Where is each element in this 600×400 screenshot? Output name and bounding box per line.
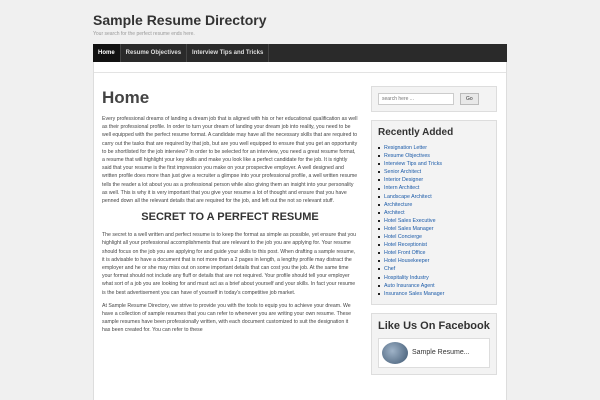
recently-added-title: Recently Added	[378, 127, 454, 138]
bullet-icon	[378, 260, 380, 262]
recent-link[interactable]: Architecture	[384, 201, 413, 208]
list-item	[378, 193, 490, 201]
recent-link[interactable]: Interior Designer	[384, 177, 424, 184]
main-content	[102, 88, 358, 400]
page-title: Home	[102, 88, 150, 107]
recent-link[interactable]: Intern Architect	[384, 185, 420, 192]
bullet-icon	[378, 285, 380, 287]
site-tagline: Your search for the perfect resume ends here.	[93, 31, 195, 37]
bullet-icon	[378, 236, 380, 238]
bullet-icon	[378, 147, 380, 149]
search-input[interactable]	[378, 93, 454, 105]
bullet-icon	[378, 277, 380, 279]
body-paragraph: The secret to a well written and perfect resume is to keep the format as simple as possible, yet ensure that you highlight all your professional accomplishments that are relevant to the job you are applying for. Your resume should focus on the job you are applying for and guide your skills to this post. When drafting a sample resume, it is advisable to have a document that is not more than a 2 pages in length, a lengthy profile may distract the employer and he or she may miss out on some important details that can cost you the job. At the same time your format should not include any fluff or details that are not required. Your profile should tell your employer what sort of a job you are looking for and must act as a brief about yourself and your skills. In fact your resume is the best advertisement you can have of yourself in today's competitive job market.	[102, 232, 357, 296]
facebook-page-box[interactable]	[378, 338, 490, 368]
nav-item-interview-tips[interactable]: Interview Tips and Tricks	[187, 44, 269, 62]
list-item	[378, 265, 490, 273]
recent-link[interactable]: Hotel Sales Manager	[384, 225, 434, 232]
list-item	[378, 274, 490, 282]
facebook-title: Like Us On Facebook	[378, 319, 490, 332]
site-title[interactable]: Sample Resume Directory	[93, 12, 267, 28]
list-item	[378, 209, 490, 217]
recent-link[interactable]: Interview Tips and Tricks	[384, 161, 442, 168]
list-item	[378, 249, 490, 257]
list-item	[378, 257, 490, 265]
search-form	[378, 93, 490, 105]
main-nav	[93, 44, 507, 62]
list-item	[378, 144, 490, 152]
bullet-icon	[378, 228, 380, 230]
divider	[94, 72, 506, 73]
recent-link[interactable]: Hotel Sales Executive	[384, 217, 436, 224]
bullet-icon	[378, 204, 380, 206]
body-paragraph: At Sample Resume Directory, we strive to provide you with the tools to equip you to achieve your dream. We have a collection of sample resumes that you can refer to whenever you are writing your own resume. These sample resumes have been professionally written, with each document customized to suit the designation it has been created for. You can refer to these	[102, 302, 352, 334]
nav-item-resume-objectives[interactable]: Resume Objectives	[121, 44, 187, 62]
bullet-icon	[378, 188, 380, 190]
recent-link[interactable]: Hospitality Industry	[384, 274, 429, 281]
list-item	[378, 168, 490, 176]
list-item	[378, 233, 490, 241]
recent-link[interactable]: Landscape Architect	[384, 193, 432, 200]
nav-item-home[interactable]: Home	[93, 44, 121, 62]
recent-link[interactable]: Hotel Concierge	[384, 234, 422, 241]
recently-added-list	[378, 144, 490, 298]
list-item	[378, 225, 490, 233]
bullet-icon	[378, 155, 380, 157]
recent-link[interactable]: Auto Insurance Agent	[384, 282, 435, 289]
list-item	[378, 160, 490, 168]
bullet-icon	[378, 212, 380, 214]
sidebar	[371, 86, 497, 400]
list-item	[378, 282, 490, 290]
search-widget	[371, 86, 497, 112]
recent-link[interactable]: Chef	[384, 266, 396, 273]
bullet-icon	[378, 179, 380, 181]
list-item	[378, 290, 490, 298]
facebook-page-name[interactable]: Sample Resume...	[412, 349, 470, 357]
list-item	[378, 217, 490, 225]
recent-link[interactable]: Hotel Housekeeper	[384, 258, 430, 265]
facebook-widget	[371, 313, 497, 375]
bullet-icon	[378, 268, 380, 270]
bullet-icon	[378, 171, 380, 173]
bullet-icon	[378, 220, 380, 222]
recent-link[interactable]: Hotel Receptionist	[384, 242, 427, 249]
bullet-icon	[378, 252, 380, 254]
recently-added-widget	[371, 120, 497, 305]
recent-link[interactable]: Hotel Front Office	[384, 250, 426, 257]
intro-paragraph: Every professional dreams of landing a dream job that is aligned with his or her educational qualification as well as their professional profile. In order to turn your dream of landing your dream job into reality, you need to be well equipped with the perfect resume format. A candidate may have all the necessary skills that are required to carry out the tasks that are required by that job, but are you well equipped to ensure that you get an opportunity to be shortlisted for the job interview? In order to be selected for an interview, you need a great resume format, a resume that will highlight your key skills and make you look like a perfect candidate for the job. It is rightly said that your resume is the first impression you make on your prospective employer. A well designed and written profile does more than just give a recruiter a glimpse into your professional profile, a well written resume tells the reader a lot about you as a professional person while also giving them an insight into your personality as well. This is why it is very important that you give your resume a lot of thought and ensure that you have penned down all the relevant details that are required for the job, and left out the not so relevant stuff.	[102, 116, 358, 205]
search-go-button[interactable]: Go	[460, 93, 479, 105]
site-header	[0, 0, 600, 42]
recent-link[interactable]: Architect	[384, 209, 405, 216]
bullet-icon	[378, 196, 380, 198]
recent-link[interactable]: Resume Objectives	[384, 153, 430, 160]
bullet-icon	[378, 163, 380, 165]
bullet-icon	[378, 293, 380, 295]
recent-link[interactable]: Senior Architect	[384, 169, 422, 176]
list-item	[378, 201, 490, 209]
recent-link[interactable]: Insurance Sales Manager	[384, 290, 445, 297]
list-item	[378, 176, 490, 184]
list-item	[378, 184, 490, 192]
bullet-icon	[378, 244, 380, 246]
list-item	[378, 241, 490, 249]
list-item	[378, 152, 490, 160]
page-wrapper	[93, 62, 507, 400]
recent-link[interactable]: Resignation Letter	[384, 145, 427, 151]
section-heading: SECRET TO A PERFECT RESUME	[141, 211, 319, 224]
facebook-avatar	[382, 342, 408, 364]
